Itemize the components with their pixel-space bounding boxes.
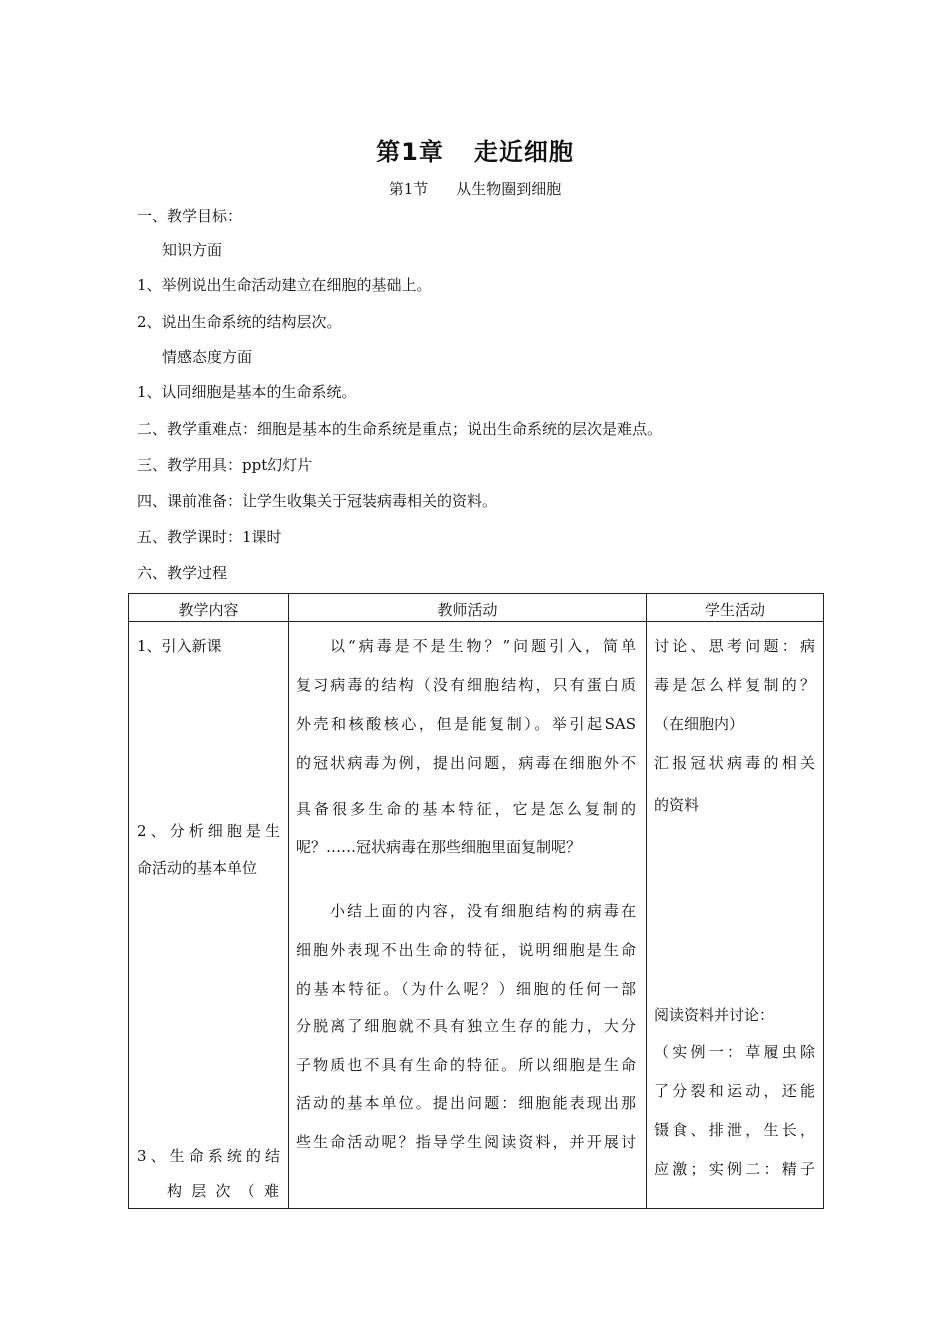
section-name: 从生物圈到细胞 [456,180,562,198]
content-step-2-line-2: 命活动的基本单位 [137,859,258,877]
teacher-line-10: 分脱离了细胞就不具有独立生存的能力，大分 [296,1017,636,1035]
student-line-8: 了分裂和运动，还能 [654,1082,815,1100]
subheading-knowledge: 知识方面 [162,241,223,259]
teaching-process-table [128,593,824,1209]
student-line-4: 汇报冠状病毒的相关 [654,754,815,772]
header-divider [129,621,823,622]
heading-objectives: 一、教学目标： [137,207,243,225]
teacher-line-4: 的冠状病毒为例，提出问题，病毒在细胞外不 [296,754,636,772]
teacher-line-1: 以“病毒是不是生物？”问题引入，简单 [330,637,636,655]
heading-periods: 五、教学课时：1课时 [137,528,282,546]
section-title [0,178,950,199]
content-step-2-line-1: 2、分析细胞是生 [137,822,280,840]
student-line-5: 的资料 [654,796,700,814]
heading-tools: 三、教学用具：ppt幻灯片 [137,456,313,474]
teacher-line-8: 细胞外表现不出生命的特征，说明细胞是生命 [296,941,636,959]
student-line-6: 阅读资料并讨论： [654,1006,775,1024]
section-number: 第1节 [388,180,429,198]
teacher-line-2: 复习病毒的结构（没有细胞结构，只有蛋白质 [296,676,636,694]
teacher-line-13: 些生命活动呢？指导学生阅读资料，并开展讨 [296,1133,636,1151]
chapter-name: 走近细胞 [473,138,574,166]
student-line-10: 应激；实例二：精子 [654,1160,815,1178]
header-teacher: 教师活动 [437,601,498,619]
objective-item-2: 2、说出生命系统的结构层次。 [137,313,342,331]
student-line-2: 毒是怎么样复制的？ [654,676,815,694]
subheading-attitude: 情感态度方面 [162,348,253,366]
header-student: 学生活动 [704,601,765,619]
column-divider [288,594,289,1208]
objective-item-1: 1、举例说出生命活动建立在细胞的基础上。 [137,276,432,294]
teacher-line-9: 的基本特征。（为什么呢？）细胞的任何一部 [296,980,636,998]
content-step-3-line-1: 3、生命系统的结 [137,1147,280,1165]
teacher-line-6: 呢？……冠状病毒在那些细胞里面复制呢？ [296,838,582,856]
heading-preparation: 四、课前准备：让学生收集关于冠装病毒相关的资料。 [137,492,498,510]
heading-process: 六、教学过程 [137,564,228,582]
heading-key-points: 二、教学重难点：细胞是基本的生命系统是重点；说出生命系统的层次是难点。 [137,420,663,438]
header-content: 教学内容 [178,601,239,619]
student-line-9: 镊食、排泄，生长， [654,1121,815,1139]
chapter-number: 第1章 [376,138,444,166]
column-divider [646,594,647,1208]
teacher-line-12: 活动的基本单位。提出问题：细胞能表现出那 [296,1094,636,1112]
teacher-line-11: 子物质也不具有生命的特征。所以细胞是生命 [296,1056,636,1074]
teacher-line-7: 小结上面的内容，没有细胞结构的病毒在 [330,902,636,920]
student-line-1: 讨论、思考问题：病 [654,637,815,655]
teacher-line-5: 具备很多生命的基本特征，它是怎么复制的 [296,800,636,818]
content-step-1: 1、引入新课 [137,637,222,655]
chapter-title [0,132,950,167]
teacher-line-3: 外壳和核酸核心，但是能复制）。举引起SAS [296,715,636,733]
student-line-3: （在细胞内） [654,715,745,733]
content-step-3-line-2: 构层次（难 [167,1182,279,1200]
attitude-item-1: 1、认同细胞是基本的生命系统。 [137,383,357,401]
student-line-7: （实例一：草履虫除 [654,1043,815,1061]
